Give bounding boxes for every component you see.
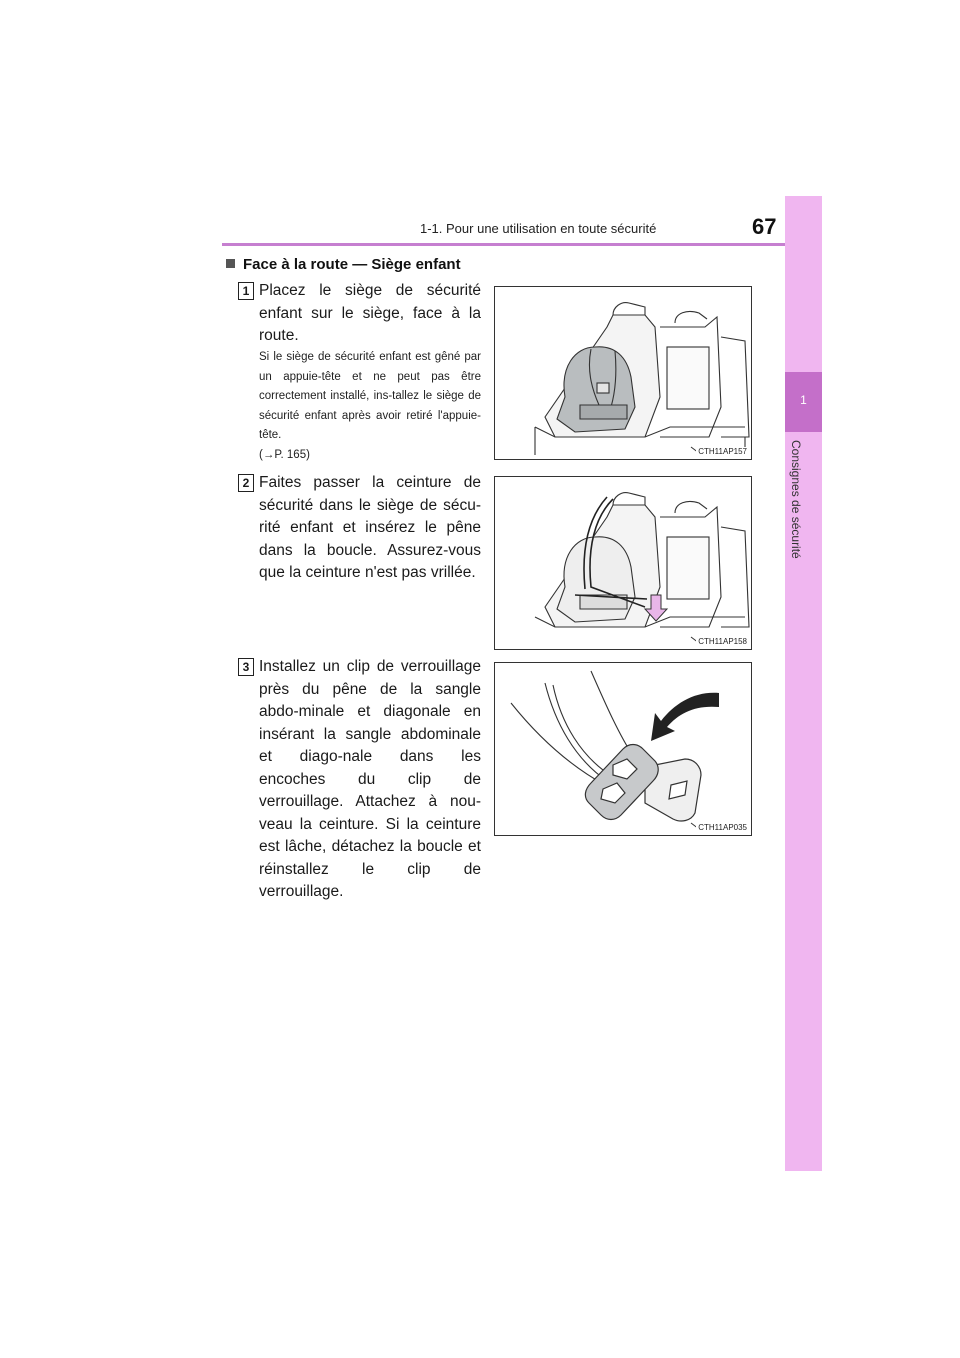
seatbelt-routing-illustration xyxy=(495,477,751,649)
step-1-badge: 1 xyxy=(238,282,254,300)
step-1-text: Placez le siège de sécurité enfant sur le siège, face à la route. xyxy=(259,282,481,344)
chapter-side-tab xyxy=(785,196,822,1171)
header-rule xyxy=(222,243,822,246)
step-2-badge: 2 xyxy=(238,474,254,492)
child-seat-forward-illustration xyxy=(495,287,751,459)
step-3-badge: 3 xyxy=(238,658,254,676)
chapter-label: Consignes de sécurité xyxy=(789,440,803,559)
figure-step-3 xyxy=(494,662,752,836)
step-2-text: Faites passer la ceinture de sécurité dans le siège de sécu-rité enfant et insérez le pêne dans la boucle. Assurez-vous que la ceinture n'est pas vrillée. xyxy=(259,474,481,581)
square-bullet-icon xyxy=(226,259,235,268)
step-1-reference: (→P. 165) xyxy=(259,449,310,461)
figure-code: CTH11AP158 xyxy=(698,637,747,646)
locking-clip-illustration xyxy=(495,663,751,835)
figure-step-1 xyxy=(494,286,752,460)
figure-code: CTH11AP035 xyxy=(698,823,747,832)
section-heading xyxy=(226,256,461,273)
chapter-number: 1 xyxy=(800,393,807,407)
section-heading-text: Face à la route — Siège enfant xyxy=(243,256,461,273)
figure-step-2 xyxy=(494,476,752,650)
step-1-note: Si le siège de sécurité enfant est gêné par un appuie-tête et ne peut pas être correctement installé, ins-tallez le siège de sécurité enfant après avoir retiré l'appuie-tête. xyxy=(259,351,481,441)
page-number: 67 xyxy=(752,214,777,239)
figure-code: CTH11AP157 xyxy=(698,447,747,456)
running-header-title: 1-1. Pour une utilisation en toute sécurité xyxy=(420,221,657,236)
step-3-text: Installez un clip de verrouillage près du pêne de la sangle abdo-minale et diagonale en insérant la sangle abdominale et diago-nale dans les encoches du clip de verrouillage. Attachez à nou-veau la ceinture. Si la ceinture est lâche, détachez la boucle et réinstallez le clip de verrouillage. xyxy=(259,658,481,900)
